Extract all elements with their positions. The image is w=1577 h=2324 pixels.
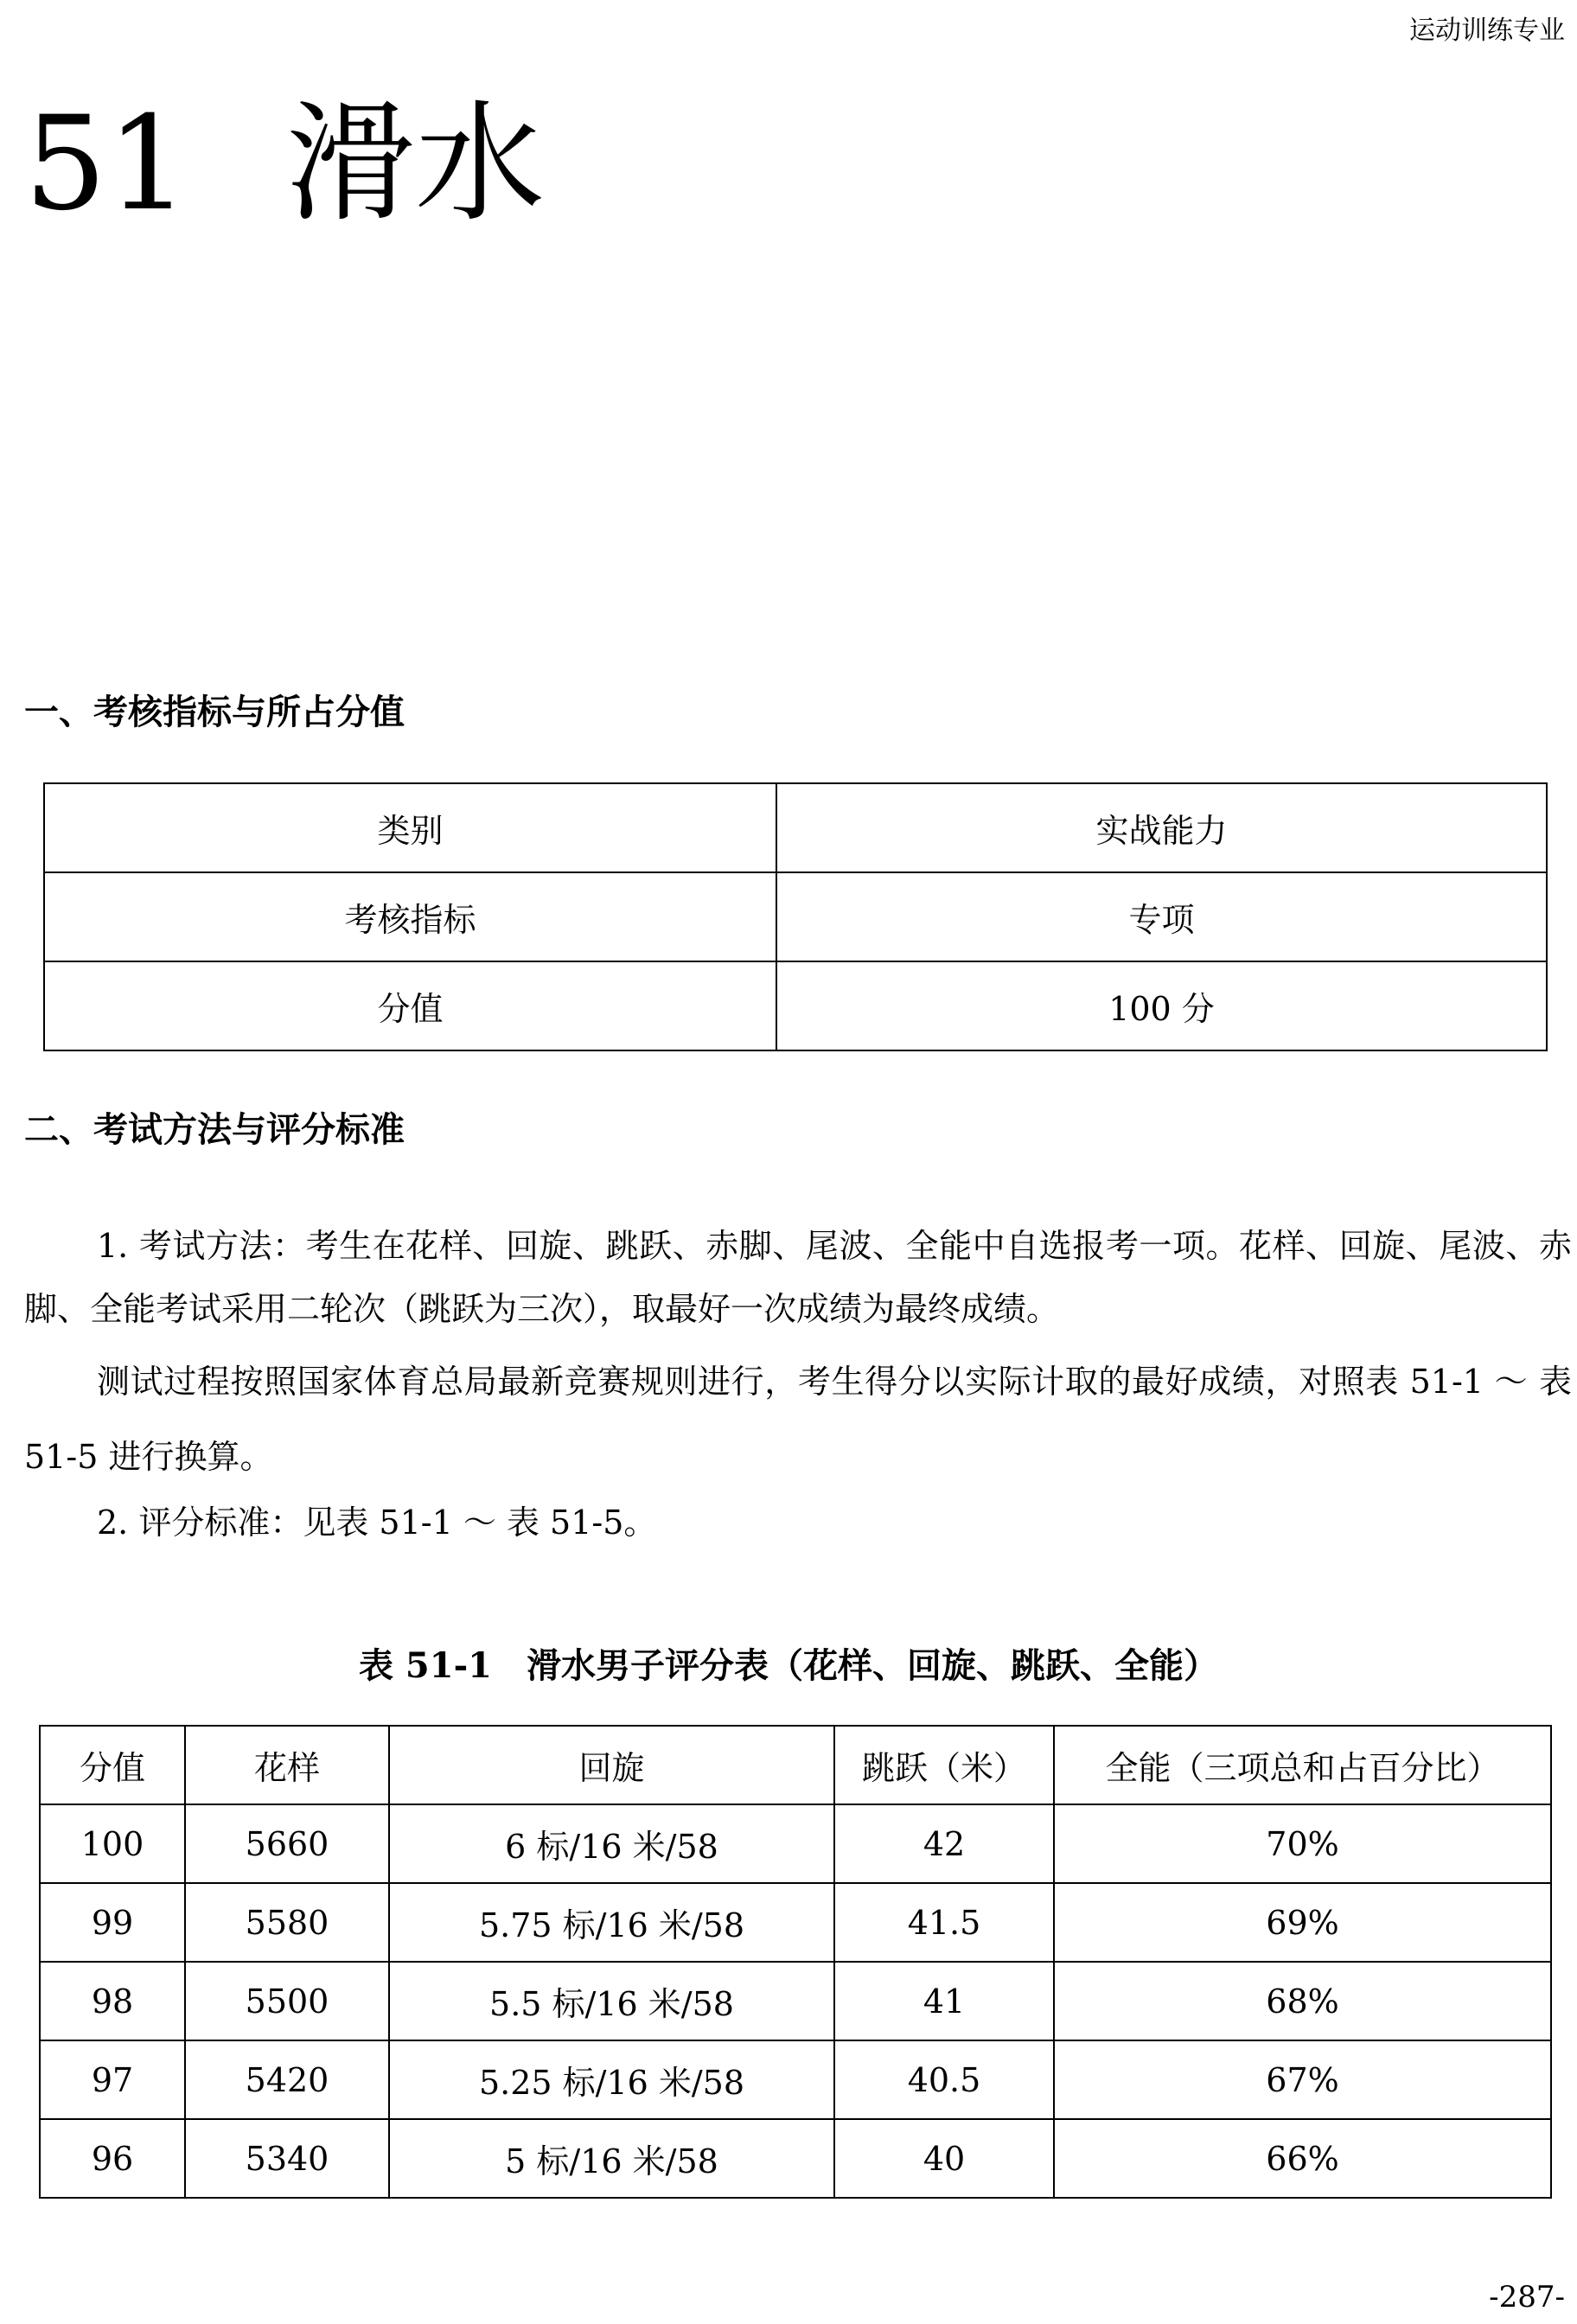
chapter-title [24,89,546,239]
table-cell: 分值 [44,961,776,1050]
table-cell: 66% [1054,2119,1551,2198]
page-number: -287- [1489,2280,1565,2314]
table-cell: 70% [1054,1804,1551,1883]
chapter-number: 51 [24,89,189,239]
table-cell: 41.5 [834,1883,1054,1962]
column-header: 花样 [185,1726,389,1804]
table-cell: 考核指标 [44,872,776,961]
table-row [44,961,1547,1050]
table-row [44,783,1547,872]
section-heading-method: 二、考试方法与评分标准 [24,1109,405,1150]
table-cell: 40.5 [834,2040,1054,2119]
chapter-name: 滑水 [285,89,546,239]
table-cell: 5420 [185,2040,389,2119]
table-cell: 专项 [776,872,1547,961]
table-cell: 67% [1054,2040,1551,2119]
table-cell: 100 分 [776,961,1547,1050]
table-cell: 96 [40,2119,185,2198]
column-header: 回旋 [389,1726,834,1804]
indicator-table [43,782,1548,1051]
table-cell: 5.25 标/16 米/58 [389,2040,834,2119]
table-cell: 41 [834,1962,1054,2040]
table-row [44,872,1547,961]
table-cell: 40 [834,2119,1054,2198]
table-row [40,2119,1551,2198]
table-cell: 5.5 标/16 米/58 [389,1962,834,2040]
table-cell: 5340 [185,2119,389,2198]
table-header-row [40,1726,1551,1804]
paragraph-exam-method: 1. 考试方法：考生在花样、回旋、跳跃、赤脚、尾波、全能中自选报考一项。花样、回旋、尾波、赤脚、全能考试采用二轮次（跳跃为三次），取最好一次成绩为最终成绩。 [24,1227,1572,1328]
score-table [39,1725,1552,2199]
table-row [40,2040,1551,2119]
table-cell: 5580 [185,1883,389,1962]
table-cell: 5500 [185,1962,389,2040]
table-cell: 5 标/16 米/58 [389,2119,834,2198]
table-cell: 5.75 标/16 米/58 [389,1883,834,1962]
table-cell: 69% [1054,1883,1551,1962]
table-row [40,1804,1551,1883]
table-cell: 类别 [44,783,776,872]
table-cell: 99 [40,1883,185,1962]
paragraph-scoring-standard: 2. 评分标准：见表 51-1 ～ 表 51-5。 [97,1504,657,1542]
column-header: 跳跃（米） [834,1726,1054,1804]
table-cell: 实战能力 [776,783,1547,872]
table-cell: 100 [40,1804,185,1883]
table-cell: 97 [40,2040,185,2119]
table-cell: 5660 [185,1804,389,1883]
table-caption: 表 51-1 滑水男子评分表（花样、回旋、跳跃、全能） [358,1645,1219,1686]
header-category: 运动训练专业 [1409,16,1565,46]
table-row [40,1962,1551,2040]
section-heading-indicators: 一、考核指标与所占分值 [24,692,405,732]
table-cell: 6 标/16 米/58 [389,1804,834,1883]
paragraph-scoring-rule: 测试过程按照国家体育总局最新竞赛规则进行，考生得分以实际计取的最好成绩，对照表 51-1 ～ 表 51-5 进行换算。 [24,1363,1572,1476]
column-header: 全能（三项总和占百分比） [1054,1726,1551,1804]
table-row [40,1883,1551,1962]
table-cell: 42 [834,1804,1054,1883]
table-cell: 98 [40,1962,185,2040]
table-cell: 68% [1054,1962,1551,2040]
column-header: 分值 [40,1726,185,1804]
